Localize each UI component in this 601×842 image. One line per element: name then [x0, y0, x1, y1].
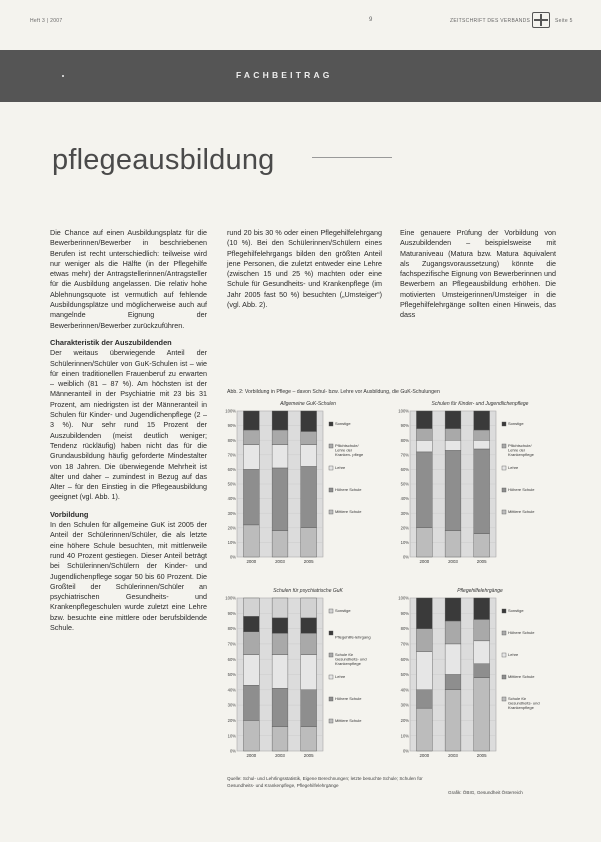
y-tick-label: 50%: [227, 481, 236, 487]
section-heading: Vorbildung: [50, 509, 89, 519]
page-title: pflegeausbildung: [52, 144, 275, 176]
bar-segment: [243, 445, 259, 470]
legend-swatch: [502, 609, 506, 613]
bar-segment: [416, 598, 432, 629]
bar-segment: [301, 690, 317, 727]
legend-label: Pflichtschule/ Lehre der Krankenpflege: [508, 443, 534, 458]
y-tick-label: 80%: [400, 626, 409, 632]
y-tick-label: 40%: [227, 687, 236, 693]
legend-swatch: [502, 653, 506, 657]
bar-segment: [445, 644, 461, 675]
bar-segment: [445, 531, 461, 557]
x-tick-label: 2005: [303, 559, 314, 564]
y-tick-label: 10%: [400, 733, 409, 739]
chart-1: [227, 397, 389, 575]
figure-credit: Grafik: ÖBIG, Gesundheit Österreich: [448, 790, 523, 795]
legend-label: Höhere Schule: [508, 630, 535, 635]
y-tick-label: 100%: [398, 595, 409, 601]
y-tick-label: 20%: [400, 525, 409, 531]
bar-segment: [272, 633, 288, 654]
legend-swatch: [329, 631, 333, 635]
bar-segment: [445, 690, 461, 751]
bar-segment: [416, 690, 432, 708]
bar-segment: [416, 652, 432, 690]
bar-segment: [474, 678, 490, 751]
text-column-3: [400, 228, 556, 321]
bar-segment: [445, 621, 461, 644]
legend-swatch: [329, 422, 333, 426]
paragraph: Eine genauere Prüfung der Vorbildung von Auszubildenden – beispielsweise mit Maturaniveau (Matura bzw. Matura äquivalent als Zugangsvoraussetzung) könnte die fachspezifische Eignung von Bewerberinnen und Bewerbern an Pflegeausbildung erhöhen. Die motivierten Umsteigerinnen/Umsteiger in die Pflegehilfelehrgänge sollten einen Hinweis, das dass: [400, 228, 556, 320]
chart-2: [400, 397, 560, 575]
bar-segment: [416, 708, 432, 751]
bar-segment: [445, 598, 461, 621]
x-tick-label: 2005: [303, 753, 314, 758]
paragraph: rund 20 bis 30 % oder einen Pflegehilfelehrgang (10 %). Bei den Schülerinnen/Schülern eines Pflegehilfelehrgangs bilden den größten Anteil jene Personen, die zuletzt entweder eine Lehre (zwischen 15 und 25 %) machten oder eine Schule für Gesundheits- und Krankenpflege (im Jahr 2005 fast 50 %) besuchten („Umsteiger“) (vgl. Abb. 2).: [227, 228, 382, 310]
bar-segment: [272, 688, 288, 726]
y-tick-label: 10%: [400, 540, 409, 545]
legend-swatch: [329, 719, 333, 723]
bar-segment: [474, 619, 490, 640]
bar-segment: [474, 411, 490, 430]
legend-label: Mittlere Schule: [335, 718, 362, 723]
y-tick-label: 50%: [400, 672, 409, 678]
header-brand: ZEITSCHRIFT DES VERBANDS: [450, 18, 531, 24]
bar-segment: [243, 655, 259, 686]
bar-segment: [445, 411, 461, 429]
y-tick-label: 80%: [227, 626, 236, 632]
band-dot: [62, 75, 64, 77]
text-column-2: [227, 228, 382, 310]
x-tick-label: 2003: [275, 753, 285, 758]
bar-segment: [272, 468, 288, 531]
bar-segment: [445, 450, 461, 530]
legend-label: Mittlere Schule: [508, 674, 535, 679]
bar-segment: [272, 598, 288, 618]
bar-segment: [243, 685, 259, 720]
bar-segment: [445, 440, 461, 450]
paragraph: Die Chance auf einen Ausbildungsplatz für die Bewerberinnen/Bewerber in beschriebenen Berufen ist recht unterschiedlich: teilweise wird nur weniger als die Hälfte (in der Pflegehilfe etwas mehr) der Antragstellerinnen/Antragsteller für die Ausbildung angelassen. Die relativ hohe Ablehnungsquote ist vermutlich auf fehlende Ausbildungsplätze und möglicherweise auch auf mangelnde Eignung der Bewerberinnen/Bewerber zurückzuführen.: [50, 228, 207, 330]
bar-segment: [301, 655, 317, 690]
y-tick-label: 100%: [225, 408, 236, 414]
y-tick-label: 80%: [227, 437, 236, 443]
figure-source: Quelle: Schul- und Lehrlingsstatistik, Eigene Berechnungen; letzte besuchte Schule; Schulen für Gesundheits- und Krankenpflege, Pflegehilfelehrgänge: [227, 776, 423, 788]
bar-segment: [243, 598, 259, 616]
bar-segment: [243, 632, 259, 655]
chart-4: [400, 584, 560, 769]
y-tick-label: 60%: [227, 656, 236, 662]
bar-segment: [301, 445, 317, 467]
y-tick-label: 30%: [400, 510, 409, 516]
legend-swatch: [329, 488, 333, 492]
legend-label: Sonstige: [508, 608, 524, 613]
bar-segment: [416, 452, 432, 528]
bar-segment: [243, 469, 259, 524]
bar-segment: [272, 430, 288, 445]
y-tick-label: 100%: [398, 408, 409, 414]
legend-label: Lehre: [335, 674, 346, 679]
y-tick-label: 60%: [400, 467, 409, 472]
legend-label: Höhere Schule: [335, 696, 362, 701]
bar-segment: [416, 440, 432, 452]
bar-segment: [243, 430, 259, 445]
legend-swatch: [502, 631, 506, 635]
x-tick-label: 2000: [419, 559, 430, 564]
y-tick-label: 20%: [227, 525, 236, 531]
bar-segment: [474, 598, 490, 619]
text-column-1: [50, 228, 207, 633]
chart-title: Schulen für Kinder- und Jugendlichenpflege: [431, 401, 529, 407]
x-tick-label: 2000: [419, 753, 430, 758]
y-tick-label: 0%: [402, 554, 409, 560]
bar-segment: [474, 641, 490, 664]
legend-label: Lehre: [508, 465, 519, 470]
legend-swatch: [329, 609, 333, 613]
legend-swatch: [329, 653, 333, 657]
bar-segment: [272, 727, 288, 751]
bar-segment: [416, 411, 432, 429]
legend-swatch: [502, 488, 506, 492]
x-tick-label: 2005: [476, 559, 487, 564]
legend-label: Lehre: [335, 465, 346, 470]
legend-label: Höhere Schule: [508, 487, 535, 492]
bar-segment: [416, 429, 432, 441]
y-tick-label: 0%: [229, 748, 236, 754]
chart-title: Pflegehilfelehrgänge: [457, 588, 503, 594]
legend-label: Höhere Schule: [335, 487, 362, 492]
y-tick-label: 20%: [400, 718, 409, 723]
y-tick-label: 70%: [227, 452, 236, 458]
legend-label: Pflegehilfe-lehrgang: [335, 634, 371, 640]
x-tick-label: 2000: [246, 753, 257, 758]
chart-svg: [227, 584, 389, 769]
x-tick-label: 2003: [275, 559, 285, 564]
legend-label: Schule für Gesundheits- und Krankenpflege: [508, 696, 540, 711]
y-tick-label: 40%: [400, 687, 409, 693]
chart-svg: [400, 584, 560, 769]
header-right: Seite 5: [555, 18, 573, 24]
title-rule: [312, 157, 392, 158]
chart-svg: [227, 397, 389, 575]
bar-segment: [272, 531, 288, 557]
legend-label: Mittlere Schule: [335, 509, 362, 514]
y-tick-label: 30%: [227, 702, 236, 708]
logo-icon: [532, 12, 550, 28]
y-tick-label: 70%: [400, 452, 409, 458]
y-tick-label: 60%: [227, 467, 236, 472]
bar-segment: [272, 445, 288, 468]
bar-segment: [243, 525, 259, 557]
legend-label: Sonstige: [508, 421, 524, 426]
y-tick-label: 70%: [227, 641, 236, 647]
bar-segment: [243, 411, 259, 430]
chart-3: [227, 584, 389, 769]
paragraph: In den Schulen für allgemeine GuK ist 2005 der Anteil der Schülerinnen/Schüler, die als letzte eine höhere Schule besuchten, mit mittlerweile rund 40 Prozent gestiegen. Dieser Anteil beträgt bei Schülerinnen/Schülern der Kinder- und Jugendlichenpflege sogar 50 bis 60 Prozent. Die Großteil der Schülerinnen/Schüler an psychiatrischen Gesundheits- und Krankenpflegeschulen wurde zuletzt eine Lehre bzw. besuchte eine mittlere oder berufsbildende Schule.: [50, 520, 207, 632]
legend-label: Pflichtschule/ Lehre der Kranken- pflege: [335, 443, 364, 458]
bar-segment: [416, 629, 432, 652]
y-tick-label: 50%: [400, 481, 409, 487]
chart-svg: [400, 397, 560, 575]
y-tick-label: 90%: [227, 423, 236, 429]
y-tick-label: 20%: [227, 718, 236, 723]
legend-swatch: [502, 697, 506, 701]
y-tick-label: 90%: [227, 610, 236, 616]
header-left: Heft 3 | 2007: [30, 18, 63, 24]
y-tick-label: 90%: [400, 610, 409, 616]
bar-segment: [243, 720, 259, 751]
section-heading: Charakteristik der Auszubildenden: [50, 337, 172, 347]
y-tick-label: 60%: [400, 656, 409, 662]
paragraph: Der weitaus überwiegende Anteil der Schülerinnen/Schüler von GuK-Schulen ist – wie für einen traditionellen Frauenberuf zu erwarten – weiblich (81 – 87 %). Am höchsten ist der Männeranteil in der Psychiatrie mit 23 bis 31 Prozent, am niedrigsten ist der Männeranteil in Schulen für Kinder- und Jugendlichenpflege (2 – 3 %). Nur sehr rund 15 Prozent der Auszubildenden (meist deutlich weniger; Tendenz rückläufig) haben nicht das für die Grundausbildung häufig geforderte Mindestalter von 18 Jahren. Die überwiegende Mehrheit ist älter und daher – zumindest in Bezug auf das Alter – für den Einstieg in die Pflegeausbildung geeignet (vgl. Abb. 1).: [50, 348, 207, 502]
x-tick-label: 2005: [476, 753, 487, 758]
y-tick-label: 90%: [400, 423, 409, 429]
bar-segment: [301, 598, 317, 618]
legend-swatch: [502, 444, 506, 448]
x-tick-label: 2003: [448, 559, 458, 564]
y-tick-label: 100%: [225, 595, 236, 601]
legend-swatch: [329, 466, 333, 470]
legend-label: Schule für Gesundheits- und Krankenpflege: [335, 652, 367, 667]
legend-swatch: [329, 675, 333, 679]
legend-label: Sonstige: [335, 421, 351, 426]
y-tick-label: 50%: [227, 672, 236, 678]
y-tick-label: 40%: [400, 496, 409, 502]
legend-label: Lehre: [508, 652, 519, 657]
chart-title: Schulen für psychiatrische GuK: [273, 588, 343, 594]
page-number: 9: [369, 17, 373, 23]
bar-segment: [474, 534, 490, 557]
x-tick-label: 2000: [246, 559, 257, 564]
bar-segment: [301, 618, 317, 633]
x-tick-label: 2003: [448, 753, 458, 758]
legend-swatch: [502, 422, 506, 426]
y-tick-label: 40%: [227, 496, 236, 502]
legend-label: Sonstige: [335, 608, 351, 613]
bar-segment: [474, 664, 490, 678]
y-tick-label: 30%: [227, 510, 236, 516]
bar-segment: [301, 633, 317, 654]
bar-segment: [301, 431, 317, 444]
bar-segment: [301, 528, 317, 557]
bar-segment: [474, 440, 490, 449]
legend-swatch: [502, 466, 506, 470]
y-tick-label: 10%: [227, 540, 236, 545]
section-label: FACHBEITRAG: [236, 70, 333, 80]
bar-segment: [416, 528, 432, 557]
figure-caption: Abb. 2: Vorbildung in Pflege – davon Schul- bzw. Lehre vor Ausbildung, die GuK-Schulungen: [227, 389, 440, 395]
bar-segment: [301, 727, 317, 751]
y-tick-label: 0%: [229, 554, 236, 560]
bar-segment: [445, 675, 461, 690]
chart-title: Allgemeine GuK-Schulen: [280, 401, 336, 407]
legend-swatch: [329, 697, 333, 701]
y-tick-label: 80%: [400, 437, 409, 443]
y-tick-label: 30%: [400, 702, 409, 708]
bar-segment: [272, 618, 288, 633]
bar-segment: [272, 411, 288, 430]
legend-swatch: [329, 510, 333, 514]
bar-segment: [474, 430, 490, 440]
bar-segment: [243, 616, 259, 631]
legend-swatch: [502, 675, 506, 679]
y-tick-label: 70%: [400, 641, 409, 647]
legend-swatch: [502, 510, 506, 514]
bar-segment: [301, 411, 317, 431]
y-tick-label: 0%: [402, 748, 409, 754]
y-tick-label: 10%: [227, 733, 236, 739]
bar-segment: [272, 655, 288, 689]
legend-label: Mittlere Schule: [508, 509, 535, 514]
bar-segment: [445, 429, 461, 441]
bar-segment: [474, 449, 490, 534]
legend-swatch: [329, 444, 333, 448]
bar-segment: [301, 466, 317, 527]
